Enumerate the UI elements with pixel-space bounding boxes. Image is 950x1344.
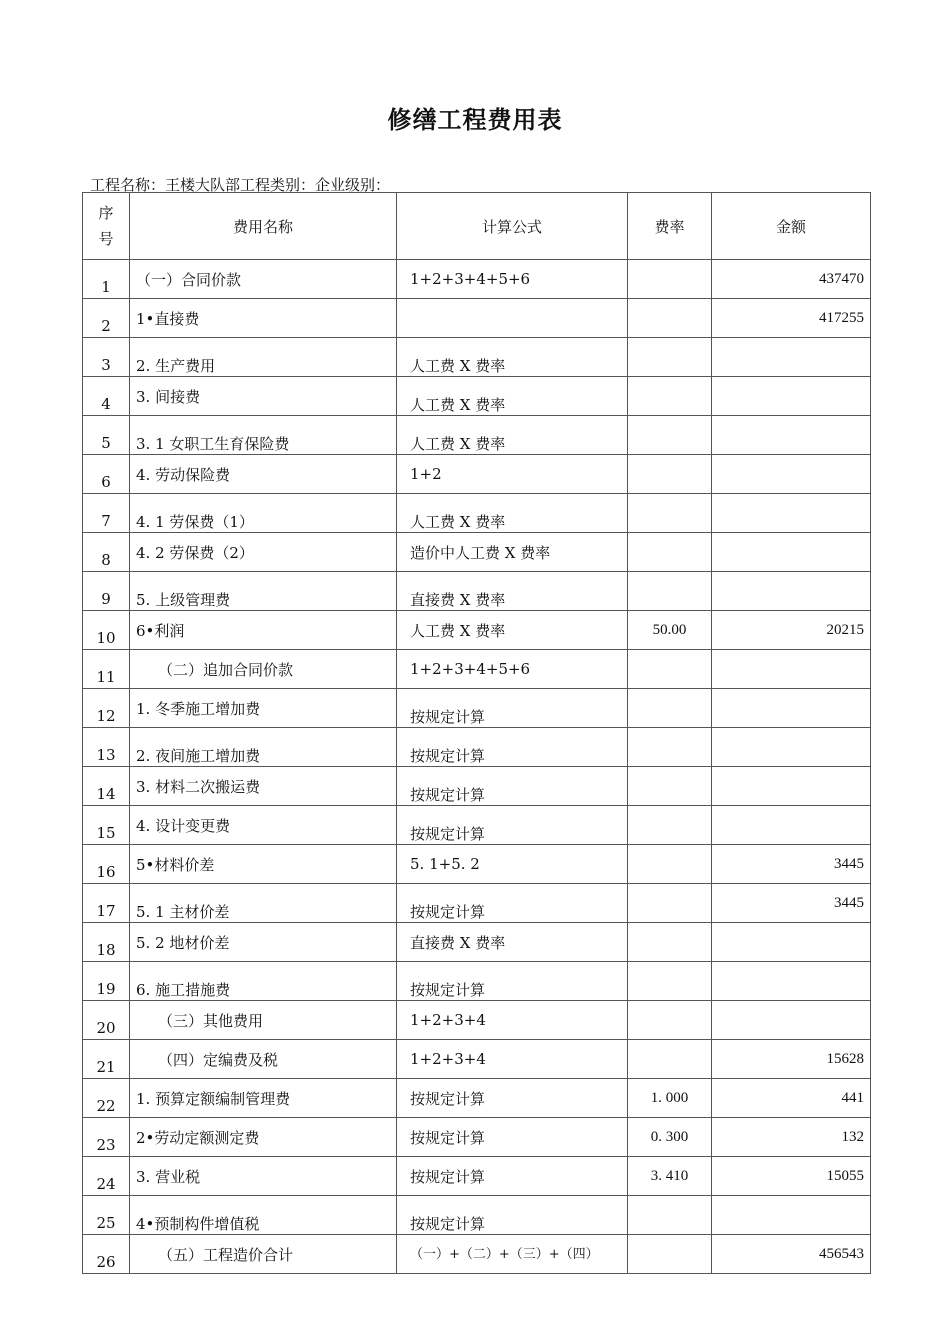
table-row: [83, 806, 871, 845]
table-row: [83, 650, 871, 689]
table-row: [83, 533, 871, 572]
row-amount: 15055: [712, 1157, 871, 1196]
row-formula: 按规定计算: [397, 689, 628, 728]
row-name: （一）合同价款: [130, 260, 397, 299]
row-seq: 8: [83, 533, 130, 572]
row-seq: 26: [83, 1235, 130, 1274]
row-name: 6•利润: [130, 611, 397, 650]
row-seq: 14: [83, 767, 130, 806]
row-amount: 20215: [712, 611, 871, 650]
table-row: [83, 455, 871, 494]
row-rate: [628, 689, 712, 728]
row-formula: 人工费 X 费率: [397, 416, 628, 455]
row-amount: 132: [712, 1118, 871, 1157]
row-amount: [712, 650, 871, 689]
row-name: 2. 生产费用: [130, 338, 397, 377]
row-seq: 23: [83, 1118, 130, 1157]
row-seq: 20: [83, 1001, 130, 1040]
row-name: 1•直接费: [130, 299, 397, 338]
row-amount: [712, 455, 871, 494]
row-seq: 5: [83, 416, 130, 455]
table-row: [83, 1001, 871, 1040]
row-amount: [712, 416, 871, 455]
table-row: [83, 962, 871, 1001]
row-rate: [628, 962, 712, 1001]
row-name: （四）定编费及税: [130, 1040, 397, 1079]
row-formula: 按规定计算: [397, 806, 628, 845]
row-amount: 3445: [712, 845, 871, 884]
row-rate: [628, 728, 712, 767]
table-row: [83, 845, 871, 884]
row-rate: [628, 377, 712, 416]
row-rate: [628, 1001, 712, 1040]
table-row: [83, 377, 871, 416]
table-header-row: [83, 193, 871, 260]
row-seq: 18: [83, 923, 130, 962]
row-amount: [712, 767, 871, 806]
row-seq: 15: [83, 806, 130, 845]
row-formula: 按规定计算: [397, 1157, 628, 1196]
header-seq-top: 序: [98, 204, 114, 222]
header-name: 费用名称: [130, 193, 397, 260]
table-row: [83, 1235, 871, 1274]
row-rate: [628, 806, 712, 845]
row-seq: 7: [83, 494, 130, 533]
row-amount: [712, 728, 871, 767]
cost-table: [82, 192, 871, 1274]
row-formula: 造价中人工费 X 费率: [397, 533, 628, 572]
row-name: 3. 材料二次搬运费: [130, 767, 397, 806]
row-seq: 1: [83, 260, 130, 299]
row-rate: 1. 000: [628, 1079, 712, 1118]
row-formula: 1+2+3+4+5+6: [397, 650, 628, 689]
table-row: [83, 767, 871, 806]
row-name: 3. 营业税: [130, 1157, 397, 1196]
row-rate: [628, 416, 712, 455]
row-rate: [628, 572, 712, 611]
row-formula: 人工费 X 费率: [397, 377, 628, 416]
row-seq: 4: [83, 377, 130, 416]
table-row: [83, 884, 871, 923]
row-name: （五）工程造价合计: [130, 1235, 397, 1274]
row-formula: 1+2+3+4: [397, 1001, 628, 1040]
row-formula: 人工费 X 费率: [397, 494, 628, 533]
row-rate: [628, 767, 712, 806]
row-rate: [628, 884, 712, 923]
table-row: [83, 260, 871, 299]
row-seq: 11: [83, 650, 130, 689]
table-row: [83, 923, 871, 962]
row-amount: [712, 1196, 871, 1235]
table-row: [83, 299, 871, 338]
row-seq: 21: [83, 1040, 130, 1079]
row-name: 4. 2 劳保费（2）: [130, 533, 397, 572]
row-rate: [628, 533, 712, 572]
row-formula: 1+2: [397, 455, 628, 494]
row-amount: [712, 689, 871, 728]
row-seq: 12: [83, 689, 130, 728]
row-seq: 25: [83, 1196, 130, 1235]
row-name: 1. 冬季施工增加费: [130, 689, 397, 728]
row-amount: 417255: [712, 299, 871, 338]
header-seq-bottom: 号: [98, 230, 114, 248]
row-formula: [397, 299, 628, 338]
row-rate: [628, 260, 712, 299]
row-rate: [628, 1235, 712, 1274]
table-row: [83, 1196, 871, 1235]
row-amount: 437470: [712, 260, 871, 299]
row-formula: 按规定计算: [397, 767, 628, 806]
row-name: 3. 间接费: [130, 377, 397, 416]
header-rate: 费率: [628, 193, 712, 260]
row-formula: 按规定计算: [397, 1079, 628, 1118]
project-info-line: 工程名称：王楼大队部工程类别：企业级别：: [90, 176, 391, 194]
row-amount: [712, 338, 871, 377]
row-seq: 17: [83, 884, 130, 923]
row-rate: [628, 299, 712, 338]
row-name: 5. 2 地材价差: [130, 923, 397, 962]
row-amount: [712, 377, 871, 416]
row-name: （二）追加合同价款: [130, 650, 397, 689]
header-seq: [83, 193, 130, 260]
row-formula: 1+2+3+4+5+6: [397, 260, 628, 299]
table-row: [83, 1157, 871, 1196]
row-amount: [712, 806, 871, 845]
row-rate: 0. 300: [628, 1118, 712, 1157]
row-name: （三）其他费用: [130, 1001, 397, 1040]
table-row: [83, 494, 871, 533]
row-seq: 3: [83, 338, 130, 377]
page-title: 修缮工程费用表: [387, 106, 563, 134]
row-formula: （一）+（二）+（三）+（四）: [397, 1235, 628, 1274]
row-formula: 直接费 X 费率: [397, 572, 628, 611]
row-name: 5•材料价差: [130, 845, 397, 884]
row-name: 3. 1 女职工生育保险费: [130, 416, 397, 455]
table-row: [83, 728, 871, 767]
row-amount: [712, 494, 871, 533]
row-rate: [628, 1040, 712, 1079]
row-seq: 6: [83, 455, 130, 494]
row-formula: 1+2+3+4: [397, 1040, 628, 1079]
row-formula: 直接费 X 费率: [397, 923, 628, 962]
row-rate: 3. 410: [628, 1157, 712, 1196]
table-row: [83, 689, 871, 728]
row-name: 4•预制构件增值税: [130, 1196, 397, 1235]
row-name: 2. 夜间施工增加费: [130, 728, 397, 767]
row-formula: 人工费 X 费率: [397, 338, 628, 377]
row-name: 5. 1 主材价差: [130, 884, 397, 923]
row-name: 5. 上级管理费: [130, 572, 397, 611]
row-amount: [712, 1001, 871, 1040]
row-rate: [628, 338, 712, 377]
row-rate: [628, 1196, 712, 1235]
row-seq: 24: [83, 1157, 130, 1196]
row-amount: [712, 533, 871, 572]
row-seq: 9: [83, 572, 130, 611]
row-rate: [628, 650, 712, 689]
table-row: [83, 338, 871, 377]
header-formula: 计算公式: [397, 193, 628, 260]
row-amount: 456543: [712, 1235, 871, 1274]
header-amount: 金额: [712, 193, 871, 260]
row-name: 4. 劳动保险费: [130, 455, 397, 494]
row-seq: 19: [83, 962, 130, 1001]
row-amount: [712, 962, 871, 1001]
row-rate: 50.00: [628, 611, 712, 650]
row-amount: [712, 572, 871, 611]
row-seq: 13: [83, 728, 130, 767]
row-formula: 按规定计算: [397, 728, 628, 767]
row-rate: [628, 845, 712, 884]
table-row: [83, 1079, 871, 1118]
row-amount: 3445: [712, 884, 871, 923]
row-name: 2•劳动定额测定费: [130, 1118, 397, 1157]
row-formula: 按规定计算: [397, 962, 628, 1001]
row-rate: [628, 923, 712, 962]
row-formula: 5. 1+5. 2: [397, 845, 628, 884]
row-formula: 人工费 X 费率: [397, 611, 628, 650]
row-name: 4. 1 劳保费（1）: [130, 494, 397, 533]
row-seq: 16: [83, 845, 130, 884]
table-row: [83, 416, 871, 455]
row-formula: 按规定计算: [397, 1196, 628, 1235]
row-name: 6. 施工措施费: [130, 962, 397, 1001]
table-row: [83, 572, 871, 611]
row-formula: 按规定计算: [397, 884, 628, 923]
row-seq: 2: [83, 299, 130, 338]
row-seq: 10: [83, 611, 130, 650]
row-rate: [628, 455, 712, 494]
row-formula: 按规定计算: [397, 1118, 628, 1157]
row-seq: 22: [83, 1079, 130, 1118]
row-rate: [628, 494, 712, 533]
row-amount: 15628: [712, 1040, 871, 1079]
table-row: [83, 611, 871, 650]
row-amount: 441: [712, 1079, 871, 1118]
table-row: [83, 1040, 871, 1079]
row-name: 1. 预算定额编制管理费: [130, 1079, 397, 1118]
table-row: [83, 1118, 871, 1157]
row-amount: [712, 923, 871, 962]
row-name: 4. 设计变更费: [130, 806, 397, 845]
